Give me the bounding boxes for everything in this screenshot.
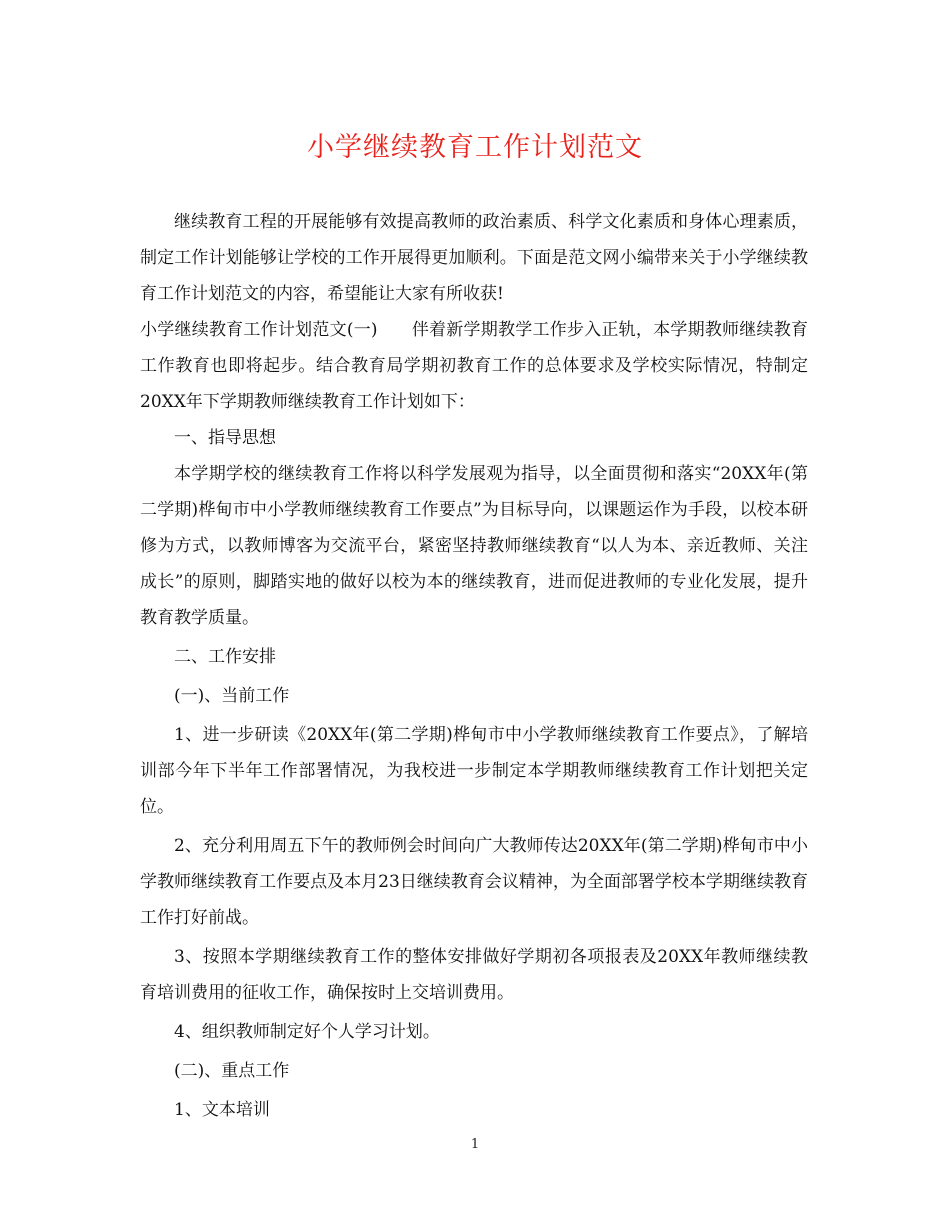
heading-work-arrangement: 二、工作安排 [174, 647, 276, 667]
intro-paragraph: 继续教育工程的开展能够有效提高教师的政治素质、科学文化素质和身体心理素质，制定工作计划能够让学校的工作开展得更加顺利。下面是范文网小编带来关于小学继续教育工作计划范文的内容，希望能让大家有所收获! [140, 212, 808, 304]
section-text: 伴着新学期教学工作步入正轨，本学期教师继续教育工作教育也即将起步。结合教育局学期初教育工作的总体要求及学校实际情况，特制定20XX年下学期教师继续教育工作计划如下： [140, 320, 809, 412]
subheading-key-work: (二)、重点工作 [174, 1061, 290, 1081]
page-number: 1 [470, 1137, 480, 1152]
list-item-3: 3、按照本学期继续教育工作的整体安排做好学期初各项报表及20XX年教师继续教育培训费用的征收工作，确保按时上交培训费用。 [140, 947, 808, 1003]
section-label: 小学继续教育工作计划范文(一) [140, 320, 378, 340]
document-title: 小学继续教育工作计划范文 [307, 132, 643, 163]
subheading-current-work: (一)、当前工作 [174, 686, 290, 706]
list-item-4: 4、组织教师制定好个人学习计划。 [174, 1022, 440, 1042]
section-paragraph [140, 312, 808, 420]
list-item-1: 1、进一步研读《20XX年(第二学期)桦甸市中小学教师继续教育工作要点》，了解培训部今年下半年工作部署情况，为我校进一步制定本学期教师继续教育工作计划把关定位。 [140, 725, 808, 817]
document-body [140, 204, 808, 1128]
list-item-2: 2、充分利用周五下午的教师例会时间向广大教师传达20XX年(第二学期)桦甸市中小学教师继续教育工作要点及本月23日继续教育会议精神，为全面部署学校本学期继续教育工作打好前战。 [140, 836, 808, 928]
heading-guiding-ideology: 一、指导思想 [174, 428, 276, 448]
list-item-5: 1、文本培训 [174, 1100, 270, 1120]
paragraph-guiding-ideology: 本学期学校的继续教育工作将以科学发展观为指导，以全面贯彻和落实“20XX年(第二学期)桦甸市中小学教师继续教育工作要点”为目标导向，以课题运作为手段，以校本研修为方式，以教师博客为交流平台，紧密坚持教师继续教育“以人为本、亲近教师、关注成长”的原则，脚踏实地的做好以校为本的继续教育，进而促进教师的专业化发展，提升教育教学质量。 [140, 464, 808, 628]
